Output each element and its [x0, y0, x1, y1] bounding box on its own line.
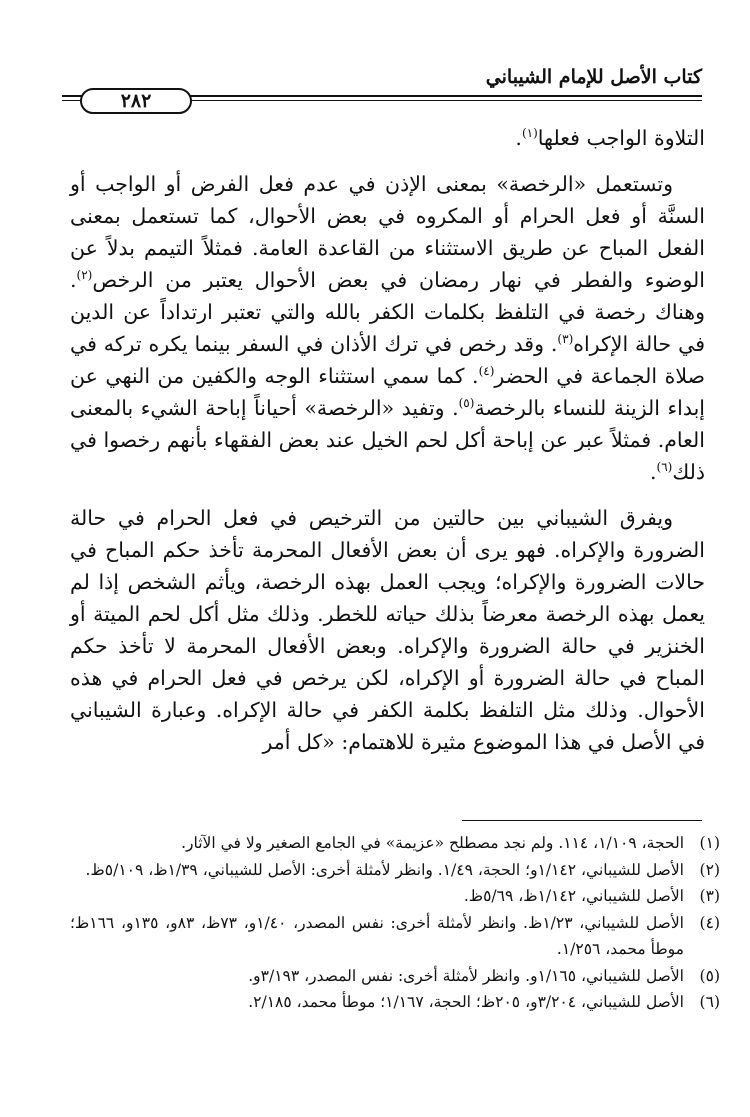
paragraph-1	[70, 122, 705, 154]
footnote-number: (١)	[699, 834, 720, 852]
footnote-ref: (٦)	[656, 460, 673, 475]
footnote	[70, 989, 720, 1016]
footnote	[70, 857, 720, 884]
footnote-ref: (١)	[521, 126, 538, 141]
footnote-number: (٢)	[699, 860, 720, 879]
footnote-number: (٣)	[699, 887, 720, 905]
main-text	[70, 122, 705, 758]
paragraph-text: . كما سمي استثناء الوجه والكفين من النهي عن إبداء الزينة للنساء بالرخصة	[70, 364, 705, 420]
paragraph-3: ويفرق الشيباني بين حالتين من الترخيص في فعل الحرام في حالة الضرورة والإكراه. فهو يرى أن بعض الأفعال المحرمة تأخذ حكم المباح في حالات الضرورة والإكراه؛ ويجب العمل بهذه الرخصة، ويأثم الشخص إذا لم يعمل بهذه الرخصة معرضاً بذلك حياته للخطر. وذلك مثل أكل لحم الميتة أو الخنزير في حالة الضرورة والإكراه. وبعض الأفعال المحرمة لا تأخذ حكم المباح في حالة الضرورة أو الإكراه، لكن يرخص في فعل الحرام في هذه الأحوال. وذلك مثل التلفظ بكلمة الكفر في حالة الإكراه. وعبارة الشيباني في الأصل في هذا الموضوع مثيرة للاهتمام: «كل أمر	[70, 506, 705, 754]
paragraph-text: .	[649, 460, 657, 484]
footnotes	[70, 830, 720, 1016]
footnote	[70, 830, 720, 857]
paragraph-text: .	[515, 126, 522, 150]
page-header	[62, 60, 702, 112]
footnote-ref: (٢)	[76, 268, 93, 283]
footnote-separator	[462, 820, 702, 821]
paragraph-text: وتستعمل «الرخصة» بمعنى الإذن في عدم فعل الفرض أو الواجب أو السنَّة أو فعل الحرام أو المكروه في بعض الأحوال، كما تستعمل بمعنى الفعل المباح عن طريق الاستثناء من القاعدة العامة. فمثلاً التيمم بدلاً عن الوضوء والفطر في نهار رمضان في بعض الأحوال يعتبر من الرخص	[70, 172, 705, 292]
footnote-text: الأصل للشيباني، ١/١٦٥و. وانظر لأمثلة أخرى: نفس المصدر، ٣/١٩٣و.	[248, 966, 684, 985]
footnote-number: (٥)	[699, 966, 720, 985]
page-number: ٢٨٢	[120, 89, 152, 112]
running-title: كتاب الأصل للإمام الشيباني	[485, 66, 702, 88]
footnote-text: الأصل للشيباني، ١/١٤٢و؛ الحجة، ١/٤٩. وانظر لأمثلة أخرى: الأصل للشيباني، ١/٣٩ظ، ٥/١٠٩ظ.	[85, 860, 684, 879]
page-number-frame	[80, 88, 192, 114]
footnote-ref: (٤)	[478, 364, 495, 379]
footnote-text: الحجة، ١/١٠٩، ١١٤. ولم نجد مصطلح «عزيمة» في الجامع الصغير ولا في الآثار.	[181, 834, 684, 852]
footnote	[70, 883, 720, 910]
footnote	[70, 963, 720, 990]
footnote-text: الأصل للشيباني، ٣/٢٠٤و، ٢٠٥ظ؛ الحجة، ١/١٦٧؛ موطأ محمد، ٢/١٨٥.	[248, 993, 684, 1011]
footnote-ref: (٥)	[458, 396, 475, 411]
paragraph-text: التلاوة الواجب فعلها	[537, 126, 705, 150]
footnote	[70, 910, 720, 963]
footnote-number: (٦)	[699, 993, 720, 1011]
paragraph-text: . وقد رخص في ترك الأذان في السفر بينما يكره تركه في صلاة الجماعة في الحضر	[70, 332, 705, 388]
paragraph-2	[70, 168, 705, 488]
footnote-ref: (٣)	[557, 332, 574, 347]
footnote-text: الأصل للشيباني، ١/١٤٢ظ، ٥/٦٩ظ.	[463, 887, 684, 905]
footnote-text: الأصل للشيباني، ١/٢٣ظ. وانظر لأمثلة أخرى: نفس المصدر، ١/٤٠و، ٧٣ظ، ٨٣و، ١٣٥و، ١٦٦ظ؛ موطأ محمد، ١/٢٥٦.	[70, 913, 684, 958]
paragraph-text: . وتفيد «الرخصة» أحياناً إباحة الشيء بالمعنى العام. فمثلاً عبر عن إباحة أكل لحم الخيل عند بعض الفقهاء بأنهم رخصوا في ذلك	[70, 396, 705, 484]
footnote-number: (٤)	[699, 913, 720, 932]
paragraph-text: . وهناك رخصة في التلفظ بكلمات الكفر بالله والتي تعتبر ارتداداً عن الدين في حالة الإكراه	[70, 268, 705, 356]
